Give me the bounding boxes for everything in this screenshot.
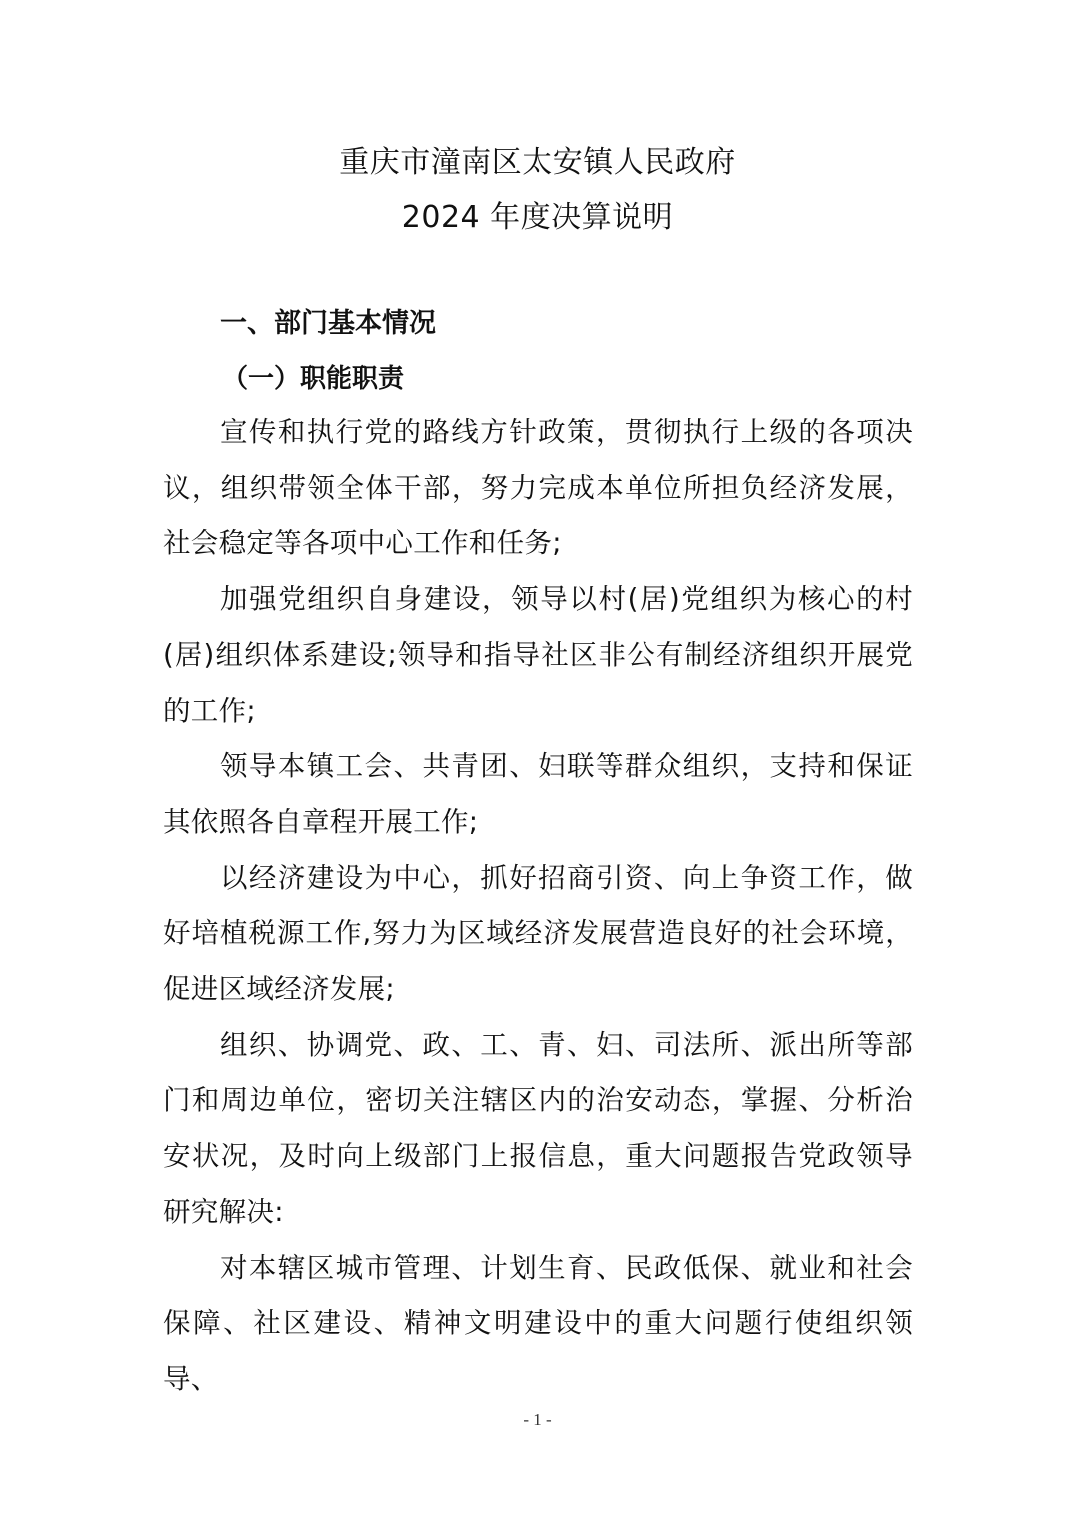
paragraph: 对本辖区城市管理、计划生育、民政低保、就业和社会保障、社区建设、精神文明建设中的重大问题行使组织领导、 (163, 1251, 913, 1395)
page-number: - 1 - (523, 1410, 552, 1429)
document-title-line2: 2024 年度决算说明 (401, 200, 674, 235)
paragraph: 加强党组织自身建设，领导以村(居)党组织为核心的村(居)组织体系建设;领导和指导社区非公有制经济组织开展党的工作; (163, 583, 913, 727)
paragraph: 宣传和执行党的路线方针政策，贯彻执行上级的各项决议，组织带领全体干部，努力完成本单位所担负经济发展，社会稳定等各项中心工作和任务; (163, 416, 913, 560)
paragraph: 以经济建设为中心，抓好招商引资、向上争资工作，做好培植税源工作,努力为区域经济发展营造良好的社会环境，促进区域经济发展; (163, 861, 913, 1006)
paragraph: 领导本镇工会、共青团、妇联等群众组织，支持和保证其依照各自章程开展工作; (163, 750, 913, 838)
document-title-line1: 重庆市潼南区太安镇人民政府 (339, 145, 736, 180)
paragraph: 组织、协调党、政、工、青、妇、司法所、派出所等部门和周边单位，密切关注辖区内的治安动态，掌握、分析治安状况，及时向上级部门上报信息，重大问题报告党政领导研究解决: (163, 1028, 913, 1228)
document-body (163, 405, 913, 1408)
section-heading: 一、部门基本情况 (220, 308, 436, 339)
subsection-heading: （一）职能职责 (222, 364, 405, 394)
